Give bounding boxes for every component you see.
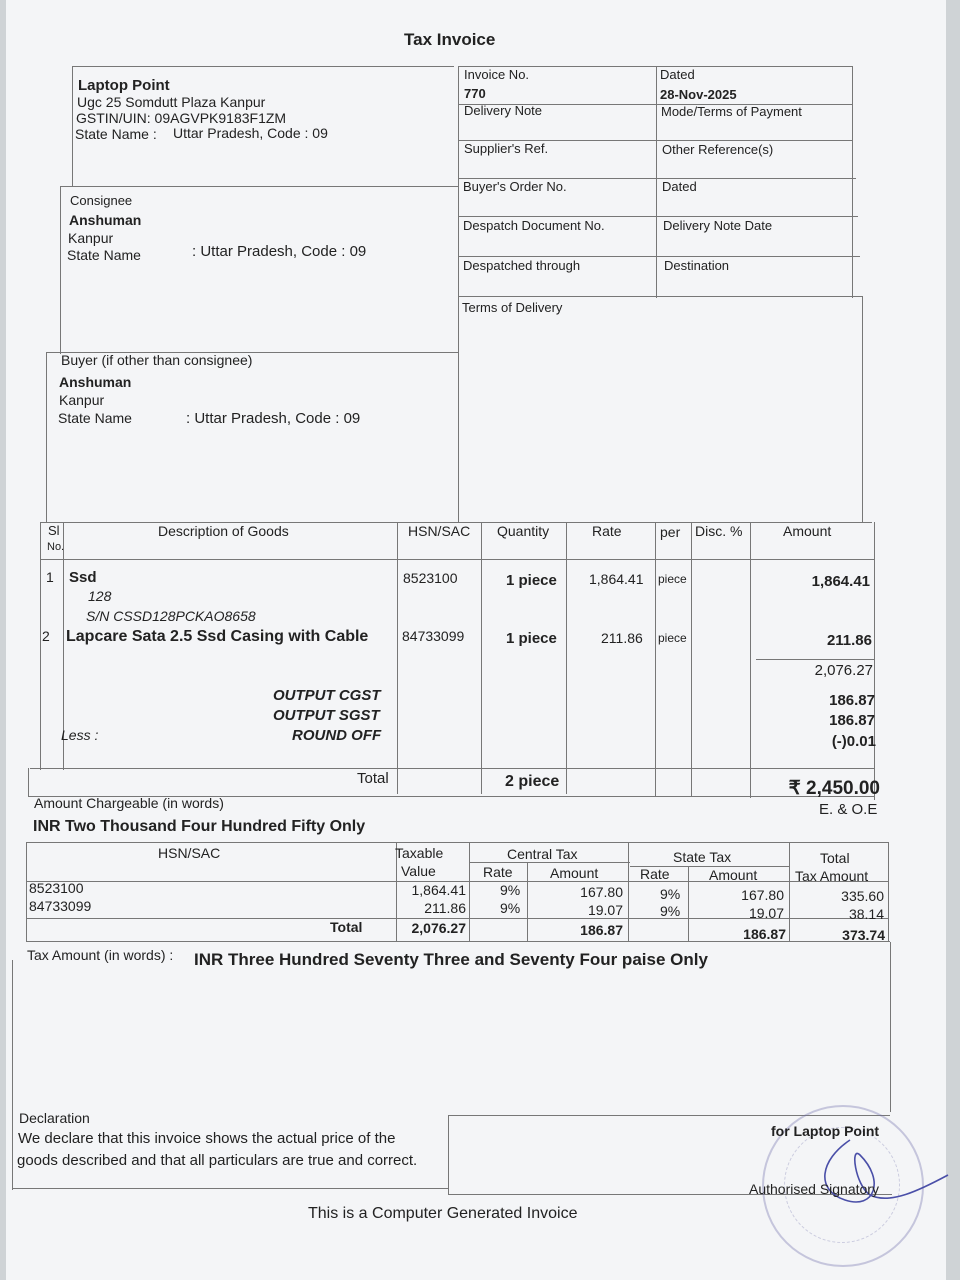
less-label: Less : [61,727,99,743]
tax-row-s-rate: 9% [660,903,681,919]
tax-row-s-amt: 167.80 [741,887,784,903]
for-company: for Laptop Point [771,1123,880,1139]
seller-gstin: GSTIN/UIN: 09AGVPK9183F1ZM [76,110,287,126]
tax-col-line [469,842,470,942]
item-qty: 1 piece [506,572,557,589]
total-row-left-line [28,768,29,796]
roundoff-amount: (-)0.01 [831,733,876,750]
consignee-name: Anshuman [69,212,142,228]
item-detail: 128 [88,588,112,604]
tax-total-amount: 373.74 [842,927,885,943]
item-rate: 1,864.41 [589,571,644,587]
seller-name: Laptop Point [78,77,170,94]
tax-total-label: Total [330,919,363,935]
item-rate: 211.86 [601,630,643,646]
frame-left-lower [46,352,47,522]
tax-words-label: Tax Amount (in words) : [27,947,174,963]
items-col-line [566,522,567,794]
item-qty: 1 piece [506,630,557,647]
buyer-state-label: State Name [58,410,132,426]
authorised-signatory: Authorised Signatory [749,1181,879,1197]
items-col-line [655,522,656,796]
suppliers-ref-label: Supplier's Ref. [464,141,549,156]
tax-row-c-rate: 9% [500,900,521,916]
declaration-line2: goods described and that all particulars are true and correct. [17,1152,418,1169]
tax-col-line [26,842,27,942]
col-amount: Amount [783,523,832,539]
consignee-label: Consignee [70,193,133,208]
tax-col-line [688,866,689,942]
total-amount: ₹ 2,450.00 [788,778,880,799]
tax-row-c-rate: 9% [500,882,521,898]
declaration-title: Declaration [19,1110,90,1126]
items-col-line [874,522,875,800]
consignee-state-label: State Name [67,247,141,263]
state-amount-header: Amount [709,867,758,883]
amount-words-value: INR Two Thousand Four Hundred Fifty Only [33,818,366,835]
frame-left-mid [60,186,61,354]
item-si: 2 [42,628,50,644]
total-row-top-line [30,768,874,769]
frame-right-bottom [890,942,891,1112]
tax-total-taxable: 2,076.27 [411,920,466,936]
consignee-state-value: : Uttar Pradesh, Code : 09 [192,243,367,260]
items-col-line [40,522,41,770]
meta-row-line [458,216,858,217]
items-col-line [750,522,751,798]
declaration-line1: We declare that this invoice shows the actual price of the [18,1130,396,1147]
roundoff-label: ROUND OFF [292,727,382,744]
tax-row-hsn: 8523100 [29,880,84,896]
eoe-text: E. & O.E [819,801,878,818]
col-si: Sl [48,523,60,538]
mode-terms-label: Mode/Terms of Payment [661,104,802,119]
col-rate: Rate [592,523,622,539]
frame-left-top [72,66,73,186]
frame-right-top [852,66,853,298]
buyer-city: Kanpur [59,392,105,408]
item-hsn: 84733099 [402,628,465,644]
col-disc: Disc. % [695,523,743,539]
tax-col-line [888,842,889,942]
cgst-amount: 186.87 [829,692,875,709]
col-per: per [660,524,681,540]
tax-col-line [527,862,528,942]
invoice-no-label: Invoice No. [464,67,530,82]
tax-row-taxable: 1,864.41 [411,882,466,898]
item-per: piece [658,572,687,586]
tax-total-c-amt: 186.87 [580,922,623,938]
consignee-city: Kanpur [68,230,114,246]
tax-row-c-amt: 167.80 [580,884,623,900]
destination-label: Destination [664,258,730,273]
buyers-order-label: Buyer's Order No. [463,179,567,194]
total-tax-header: Total [820,850,850,866]
delivery-note-date-label: Delivery Note Date [663,218,773,233]
tax-hsn-header: HSN/SAC [158,845,221,861]
frame-consignee-top [60,186,458,187]
frame-meta-divider [656,66,657,298]
tax-row-s-rate: 9% [660,886,681,902]
item-serial: S/N CSSD128PCKAO8658 [86,608,256,624]
tax-words-value: INR Three Hundred Seventy Three and Seventy Four paise Only [194,950,708,969]
items-header-bottom-line [40,559,874,560]
seller-state-label: State Name : [75,126,157,142]
central-tax-header: Central Tax [507,846,578,862]
col-quantity: Quantity [497,523,550,539]
meta-row-line [458,256,860,257]
cgst-label: OUTPUT CGST [273,687,381,704]
central-subheader-line [470,862,630,863]
invoice-date: 28-Nov-2025 [660,87,737,102]
declaration-bottom [12,1188,448,1189]
terms-delivery-label: Terms of Delivery [462,300,563,315]
items-col-line [481,522,482,794]
col-hsn: HSN/SAC [408,523,471,539]
delivery-note-label: Delivery Note [464,103,543,118]
seller-address: Ugc 25 Somdutt Plaza Kanpur [77,94,266,110]
signature-box-left [448,1115,449,1195]
state-rate-header: Rate [640,866,670,882]
central-amount-header: Amount [550,865,599,881]
dated2-label: Dated [662,179,697,194]
subtotal-line [756,659,874,660]
tax-total-s-amt: 186.87 [743,926,786,942]
item-amount: 211.86 [826,632,872,649]
item-name: Lapcare Sata 2.5 Ssd Casing with Cable [66,628,369,645]
total-qty: 2 piece [505,773,560,790]
item-name: Ssd [69,569,97,586]
sgst-label: OUTPUT SGST [273,707,380,724]
despatch-doc-label: Despatch Document No. [463,218,605,233]
items-col-line [691,522,692,796]
frame-mid-vertical [458,66,459,522]
total-tax-amount-header: Tax Amount [795,868,869,884]
computer-generated-note: This is a Computer Generated Invoice [308,1205,578,1222]
tax-row-total: 335.60 [841,888,884,904]
sgst-amount: 186.87 [829,712,875,729]
items-col-line [397,522,398,794]
dated-label: Dated [660,67,695,82]
despatched-through-label: Despatched through [463,258,581,273]
tax-row-total: 38.14 [848,906,884,922]
other-ref-label: Other Reference(s) [662,142,774,157]
amount-words-label: Amount Chargeable (in words) [34,795,224,811]
subtotal: 2,076.27 [814,662,873,679]
tax-row-s-amt: 19.07 [748,905,784,921]
buyer-label: Buyer (if other than consignee) [61,352,253,368]
frame-right-lower [862,296,863,522]
col-description: Description of Goods [158,523,289,539]
seller-state-value: Uttar Pradesh, Code : 09 [173,125,328,141]
total-label: Total [357,770,389,787]
meta-row-line [458,296,862,297]
tax-row-c-amt: 19.07 [587,902,623,918]
tax-row-hsn: 84733099 [29,898,92,914]
tax-table-top-line [26,842,888,843]
invoice-no: 770 [464,86,486,101]
item-hsn: 8523100 [403,570,458,586]
buyer-name: Anshuman [59,374,132,390]
item-si: 1 [46,569,54,585]
tax-taxable-header: Taxable [395,845,444,861]
frame-top-left [72,66,454,67]
tax-row-taxable: 211.86 [424,900,466,916]
invoice-title: Tax Invoice [404,30,496,49]
buyer-state-value: : Uttar Pradesh, Code : 09 [186,410,361,427]
tax-value-header: Value [401,863,436,879]
frame-left-bottom [12,960,13,1190]
item-amount: 1,864.41 [811,573,870,590]
col-no: No. [47,541,65,553]
state-tax-header: State Tax [673,849,732,865]
tax-col-line [789,842,790,942]
tax-col-line [628,842,629,942]
item-per: piece [658,631,687,645]
central-rate-header: Rate [483,864,513,880]
